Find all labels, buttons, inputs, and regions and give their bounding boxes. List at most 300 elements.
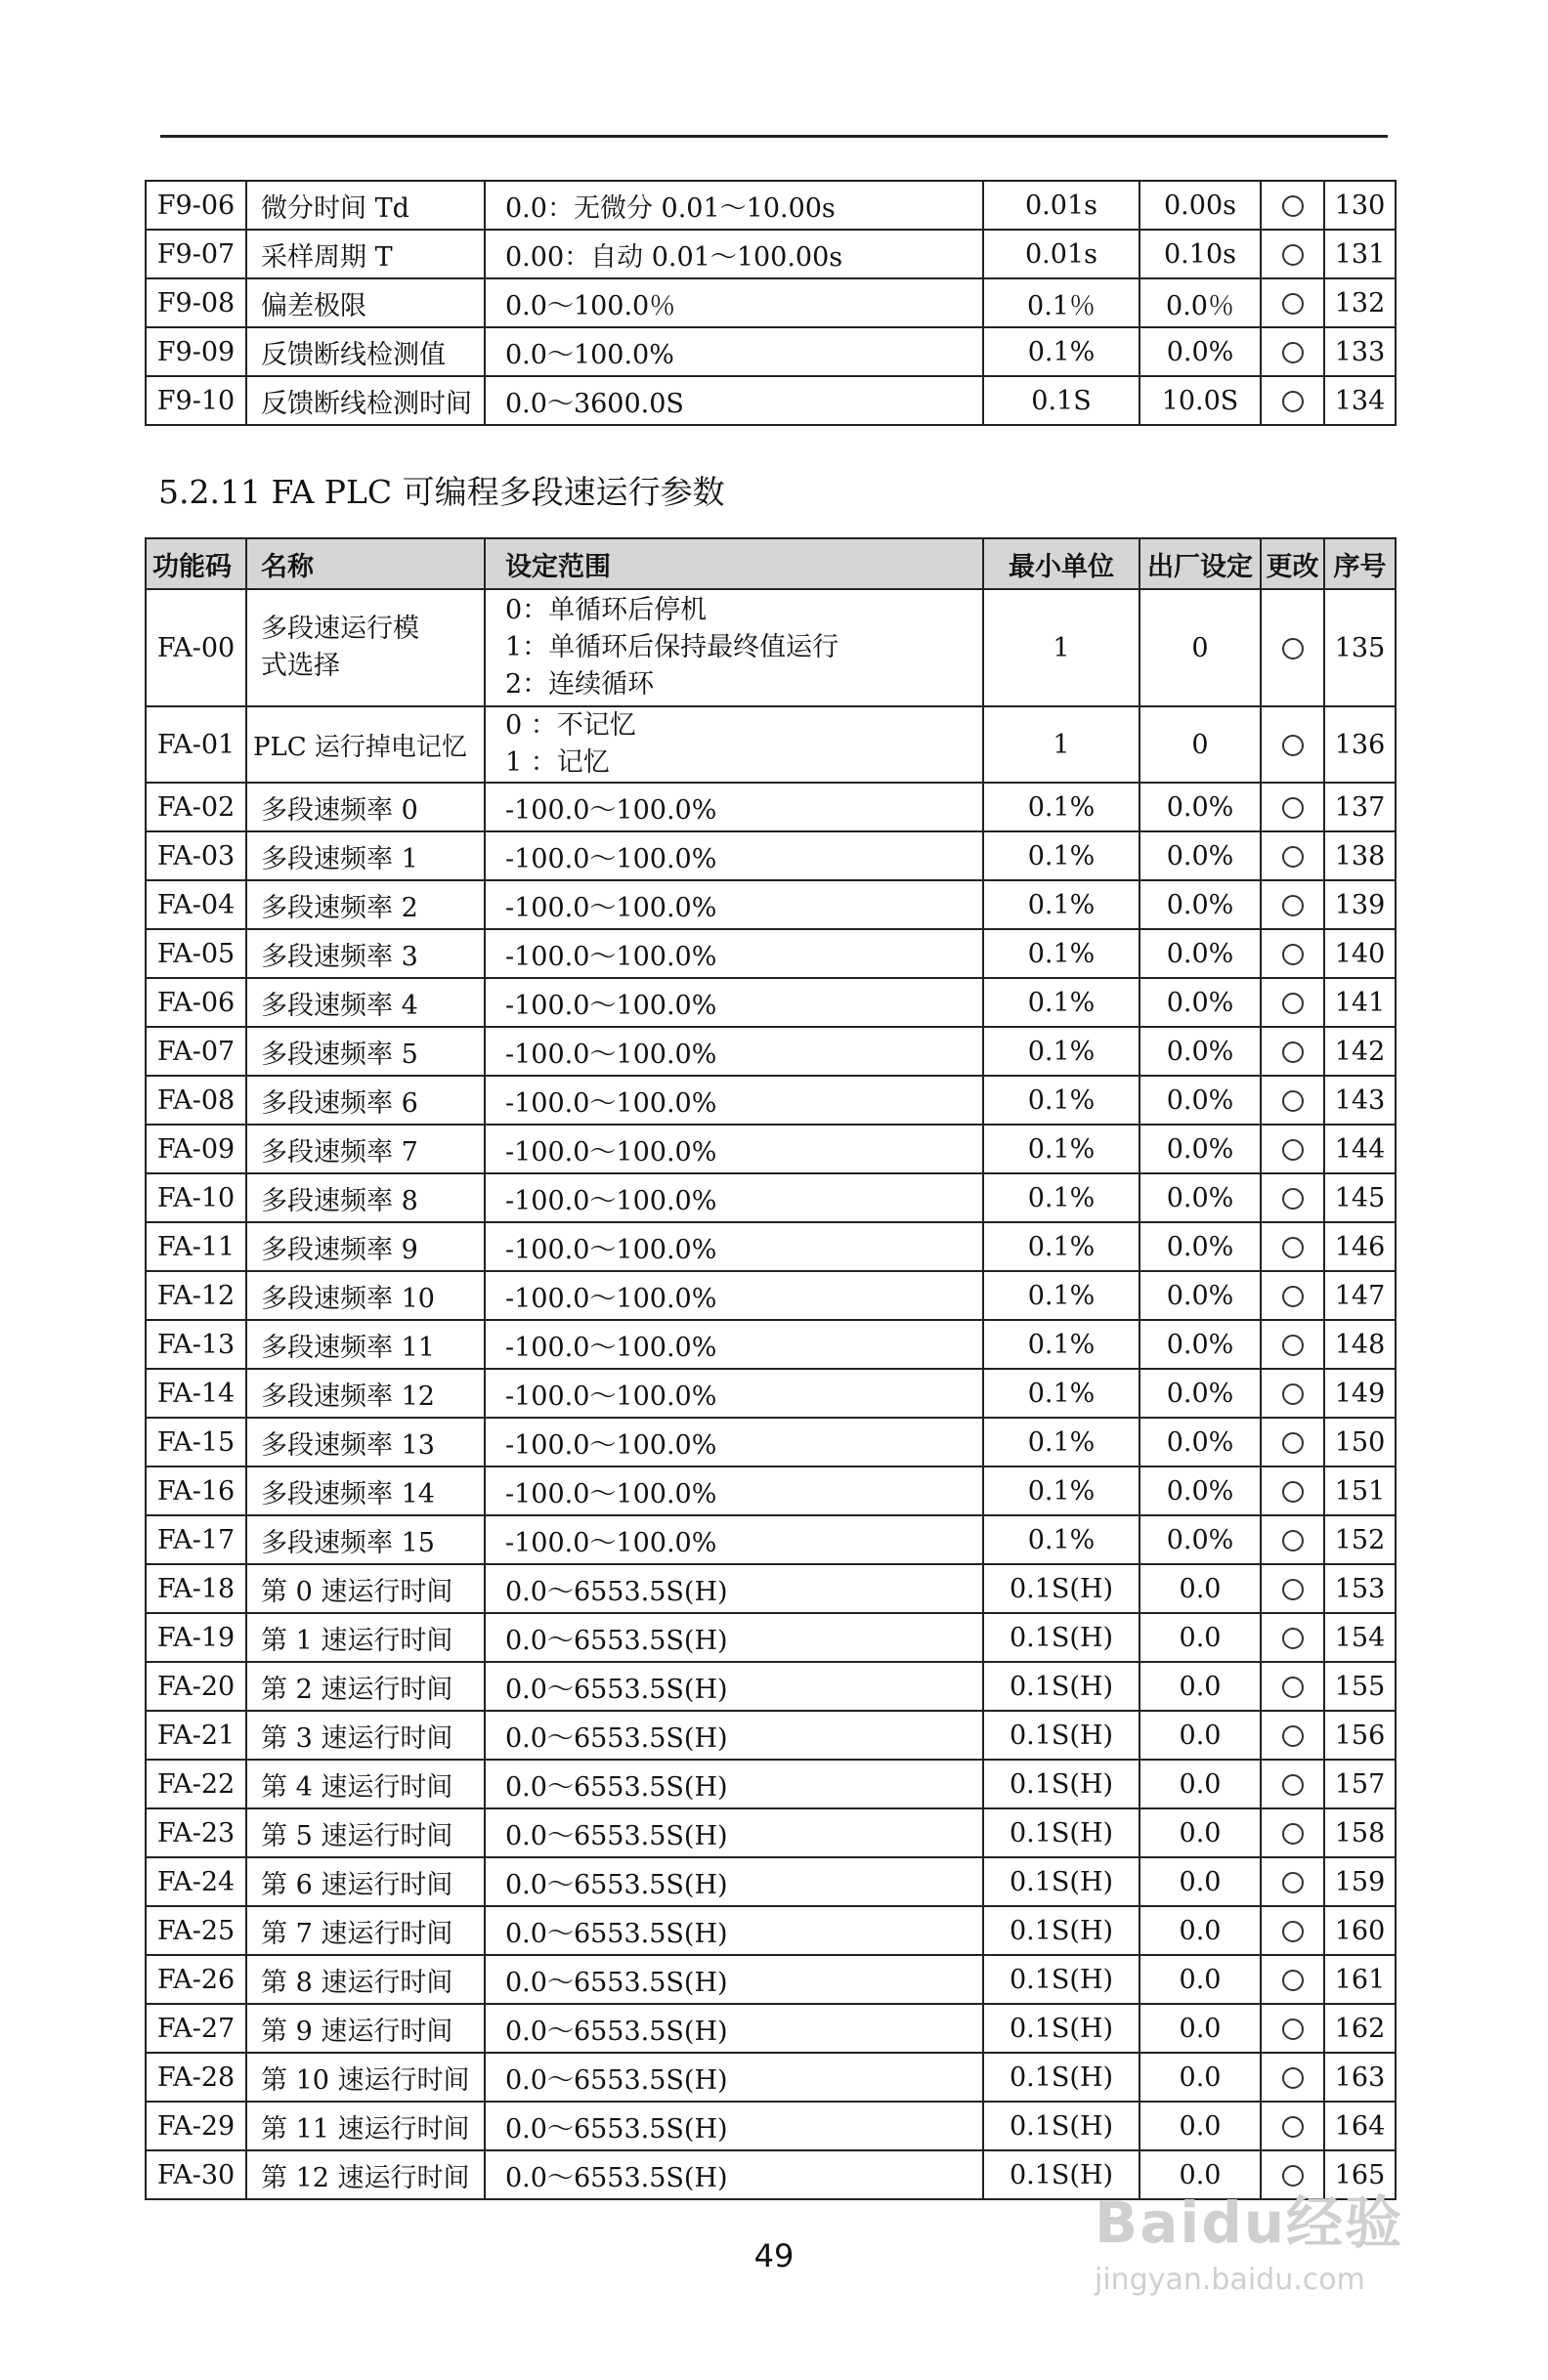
- circle-icon: [1282, 1432, 1304, 1454]
- cell-code: FA-29: [146, 2102, 246, 2150]
- table-row: [146, 1808, 1396, 1857]
- table-row: [146, 1222, 1396, 1271]
- cell-change: [1261, 929, 1324, 978]
- cell-unit: 0.1%: [983, 978, 1140, 1027]
- cell-code: FA-21: [146, 1711, 246, 1760]
- cell-name: 多段速频率 8: [246, 1173, 485, 1222]
- cell-seq: 145: [1324, 1173, 1396, 1222]
- cell-name: 反馈断线检测值: [246, 327, 485, 376]
- cell-seq: 138: [1324, 831, 1396, 880]
- cell-name: 多段速频率 2: [246, 880, 485, 929]
- cell-name: 第 5 速运行时间: [246, 1808, 485, 1857]
- cell-range: 0.0～6553.5S(H): [485, 2053, 983, 2102]
- cell-default: 0.0%: [1140, 1515, 1261, 1564]
- cell-unit: 0.1%: [983, 1027, 1140, 1076]
- cell-unit: 0.1S(H): [983, 1711, 1140, 1760]
- cell-seq: 130: [1324, 181, 1396, 230]
- cell-change: [1261, 1613, 1324, 1662]
- header-range: 设定范围: [485, 538, 983, 589]
- cell-default: 0.0%: [1140, 1027, 1261, 1076]
- cell-change: [1261, 2102, 1324, 2150]
- cell-default: 0.0: [1140, 2102, 1261, 2150]
- f9-table-body: [146, 181, 1396, 425]
- cell-range: -100.0～100.0%: [485, 1125, 983, 1173]
- cell-name: 第 12 速运行时间: [246, 2150, 485, 2199]
- cell-change: [1261, 831, 1324, 880]
- cell-seq: 135: [1324, 589, 1396, 706]
- circle-icon: [1282, 797, 1304, 819]
- cell-seq: 133: [1324, 327, 1396, 376]
- cell-range: 0.0～6553.5S(H): [485, 1662, 983, 1711]
- cell-unit: 0.01s: [983, 181, 1140, 230]
- cell-default: 0.0: [1140, 1906, 1261, 1955]
- cell-default: 0.0: [1140, 1662, 1261, 1711]
- cell-seq: 156: [1324, 1711, 1396, 1760]
- cell-range: [485, 589, 983, 706]
- cell-unit: 0.1S(H): [983, 2102, 1140, 2150]
- circle-icon: [1282, 2067, 1304, 2089]
- cell-code: FA-19: [146, 1613, 246, 1662]
- header-unit: 最小单位: [983, 538, 1140, 589]
- table-row: [146, 589, 1396, 706]
- cell-range: -100.0～100.0%: [485, 1466, 983, 1515]
- cell-change: [1261, 1711, 1324, 1760]
- cell-range: -100.0～100.0%: [485, 1418, 983, 1466]
- cell-code: F9-10: [146, 376, 246, 425]
- table-row: [146, 1662, 1396, 1711]
- cell-default: 0.0%: [1140, 1173, 1261, 1222]
- cell-code: FA-30: [146, 2150, 246, 2199]
- cell-default: 0.0: [1140, 1857, 1261, 1906]
- name-line-1: 多段速运行模: [261, 614, 419, 644]
- table-row: [146, 1466, 1396, 1515]
- cell-unit: 0.1S(H): [983, 1613, 1140, 1662]
- cell-name: 第 4 速运行时间: [246, 1760, 485, 1808]
- cell-change: [1261, 1808, 1324, 1857]
- cell-range: -100.0～100.0%: [485, 783, 983, 831]
- cell-code: FA-10: [146, 1173, 246, 1222]
- cell-seq: 144: [1324, 1125, 1396, 1173]
- cell-unit: 0.1%: [983, 1369, 1140, 1418]
- cell-seq: 161: [1324, 1955, 1396, 2004]
- cell-unit: 0.1S: [983, 376, 1140, 425]
- cell-unit: 0.1%: [983, 880, 1140, 929]
- cell-name: 多段速频率 11: [246, 1320, 485, 1369]
- cell-name: 第 10 速运行时间: [246, 2053, 485, 2102]
- cell-default: 0.0%: [1140, 929, 1261, 978]
- cell-default: 10.0S: [1140, 376, 1261, 425]
- cell-default: 0.0%: [1140, 978, 1261, 1027]
- cell-unit: 0.1%: [983, 1173, 1140, 1222]
- table-row: [146, 1076, 1396, 1125]
- cell-code: F9-06: [146, 181, 246, 230]
- cell-code: FA-22: [146, 1760, 246, 1808]
- cell-change: [1261, 1760, 1324, 1808]
- cell-unit: 0.1%: [983, 929, 1140, 978]
- circle-icon: [1282, 1041, 1304, 1063]
- section-title: 5.2.11 FA PLC 可编程多段速运行参数: [158, 473, 725, 511]
- table-row: [146, 1906, 1396, 1955]
- cell-unit: 0.1%: [983, 1515, 1140, 1564]
- table-row: [146, 327, 1396, 376]
- cell-unit: 0.1%: [983, 1076, 1140, 1125]
- cell-unit: 0.1%: [983, 1271, 1140, 1320]
- cell-range: -100.0～100.0%: [485, 1515, 983, 1564]
- cell-default: 0.0: [1140, 2150, 1261, 2199]
- cell-code: F9-07: [146, 230, 246, 278]
- cell-seq: 151: [1324, 1466, 1396, 1515]
- cell-default: 0.0%: [1140, 1320, 1261, 1369]
- header-default: 出厂设定: [1140, 538, 1261, 589]
- cell-code: FA-04: [146, 880, 246, 929]
- cell-seq: 163: [1324, 2053, 1396, 2102]
- cell-seq: 147: [1324, 1271, 1396, 1320]
- cell-name: 多段速频率 10: [246, 1271, 485, 1320]
- fa-parameter-table: [145, 537, 1397, 2200]
- table-row: [146, 1515, 1396, 1564]
- cell-seq: 165: [1324, 2150, 1396, 2199]
- cell-change: [1261, 1418, 1324, 1466]
- cell-range: -100.0～100.0%: [485, 929, 983, 978]
- cell-change: [1261, 1173, 1324, 1222]
- cell-change: [1261, 1662, 1324, 1711]
- cell-range: 0.0～6553.5S(H): [485, 1564, 983, 1613]
- cell-unit: 0.1%: [983, 327, 1140, 376]
- circle-icon: [1282, 895, 1304, 916]
- cell-code: F9-08: [146, 278, 246, 327]
- cell-default: 0.0%: [1140, 1466, 1261, 1515]
- cell-change: [1261, 978, 1324, 1027]
- cell-code: FA-13: [146, 1320, 246, 1369]
- circle-icon: [1282, 391, 1304, 412]
- circle-icon: [1282, 1579, 1304, 1600]
- circle-icon: [1282, 1628, 1304, 1649]
- cell-name: 第 9 速运行时间: [246, 2004, 485, 2053]
- cell-code: FA-24: [146, 1857, 246, 1906]
- range-line-2: 1 ：记忆: [505, 747, 610, 778]
- cell-name: 反馈断线检测时间: [246, 376, 485, 425]
- circle-icon: [1282, 1725, 1304, 1747]
- cell-default: 0.0: [1140, 1955, 1261, 2004]
- table-row: [146, 278, 1396, 327]
- circle-icon: [1282, 1823, 1304, 1845]
- cell-unit: 0.1S(H): [983, 2150, 1140, 2199]
- cell-name: 多段速频率 9: [246, 1222, 485, 1271]
- cell-code: FA-05: [146, 929, 246, 978]
- cell-range: 0.0～6553.5S(H): [485, 1808, 983, 1857]
- name-line-2: 式选择: [261, 651, 340, 681]
- cell-change: [1261, 1369, 1324, 1418]
- table-row: [146, 1271, 1396, 1320]
- cell-default: 0.0%: [1140, 1222, 1261, 1271]
- cell-range: 0.0～6553.5S(H): [485, 2004, 983, 2053]
- cell-seq: 154: [1324, 1613, 1396, 1662]
- cell-seq: 142: [1324, 1027, 1396, 1076]
- cell-name: 偏差极限: [246, 278, 485, 327]
- header-code: 功能码: [146, 538, 246, 589]
- circle-icon: [1282, 993, 1304, 1014]
- cell-default: 0.0: [1140, 1711, 1261, 1760]
- cell-name: 多段速频率 15: [246, 1515, 485, 1564]
- table-row: [146, 706, 1396, 783]
- circle-icon: [1282, 1481, 1304, 1503]
- cell-seq: 134: [1324, 376, 1396, 425]
- cell-unit: 0.1S(H): [983, 1564, 1140, 1613]
- cell-code: FA-01: [146, 706, 246, 783]
- cell-unit: 0.1S(H): [983, 1955, 1140, 2004]
- cell-change: [1261, 589, 1324, 706]
- table-row: [146, 376, 1396, 425]
- cell-unit: 0.1S(H): [983, 1808, 1140, 1857]
- cell-code: F9-09: [146, 327, 246, 376]
- cell-seq: 162: [1324, 2004, 1396, 2053]
- top-rule: [160, 135, 1388, 138]
- cell-seq: 136: [1324, 706, 1396, 783]
- cell-unit: 0.1%: [983, 1418, 1140, 1466]
- cell-name: PLC 运行掉电记忆: [246, 706, 485, 783]
- cell-name: 多段速频率 7: [246, 1125, 485, 1173]
- circle-icon: [1282, 293, 1304, 315]
- cell-change: [1261, 880, 1324, 929]
- cell-name: 多段速频率 12: [246, 1369, 485, 1418]
- cell-unit: 0.1S(H): [983, 1857, 1140, 1906]
- cell-seq: 148: [1324, 1320, 1396, 1369]
- circle-icon: [1282, 1237, 1304, 1258]
- cell-code: FA-15: [146, 1418, 246, 1466]
- cell-name: 多段速频率 1: [246, 831, 485, 880]
- cell-name: 多段速频率 6: [246, 1076, 485, 1125]
- cell-seq: 143: [1324, 1076, 1396, 1125]
- cell-default: 0.00s: [1140, 181, 1261, 230]
- watermark-url: jingyan.baidu.com: [1095, 2263, 1365, 2297]
- cell-code: FA-07: [146, 1027, 246, 1076]
- table-row: [146, 1857, 1396, 1906]
- circle-icon: [1282, 1677, 1304, 1698]
- cell-name: 第 8 速运行时间: [246, 1955, 485, 2004]
- cell-change: [1261, 783, 1324, 831]
- cell-name: 多段速频率 5: [246, 1027, 485, 1076]
- cell-default: 0.0: [1140, 1760, 1261, 1808]
- cell-code: FA-12: [146, 1271, 246, 1320]
- table-row: [146, 1955, 1396, 2004]
- cell-change: [1261, 1271, 1324, 1320]
- table-row: [146, 1760, 1396, 1808]
- cell-unit: 0.1%: [983, 1222, 1140, 1271]
- cell-change: [1261, 1857, 1324, 1906]
- cell-name: [246, 589, 485, 706]
- cell-unit: 1: [983, 589, 1140, 706]
- cell-code: FA-23: [146, 1808, 246, 1857]
- circle-icon: [1282, 1383, 1304, 1405]
- cell-range: -100.0～100.0%: [485, 1369, 983, 1418]
- cell-seq: 157: [1324, 1760, 1396, 1808]
- cell-name: 第 6 速运行时间: [246, 1857, 485, 1906]
- cell-code: FA-08: [146, 1076, 246, 1125]
- cell-default: 0.0: [1140, 1564, 1261, 1613]
- table-row: [146, 2004, 1396, 2053]
- circle-icon: [1282, 244, 1304, 266]
- cell-code: FA-26: [146, 1955, 246, 2004]
- cell-change: [1261, 1906, 1324, 1955]
- cell-code: FA-27: [146, 2004, 246, 2053]
- cell-seq: 132: [1324, 278, 1396, 327]
- watermark-brand: Baidu经验: [1095, 2189, 1404, 2256]
- cell-range: -100.0～100.0%: [485, 1173, 983, 1222]
- cell-range: 0.0～6553.5S(H): [485, 1711, 983, 1760]
- cell-unit: 0.1S(H): [983, 1760, 1140, 1808]
- cell-seq: 150: [1324, 1418, 1396, 1466]
- cell-range: -100.0～100.0%: [485, 880, 983, 929]
- cell-unit: 0.1%: [983, 1320, 1140, 1369]
- table-row: [146, 230, 1396, 278]
- cell-seq: 153: [1324, 1564, 1396, 1613]
- cell-default: 0.0: [1140, 2053, 1261, 2102]
- cell-range: 0.0～6553.5S(H): [485, 1906, 983, 1955]
- cell-range: 0.0～100.0%: [485, 327, 983, 376]
- circle-icon: [1282, 1188, 1304, 1210]
- cell-change: [1261, 278, 1324, 327]
- circle-icon: [1282, 1872, 1304, 1893]
- cell-change: [1261, 1027, 1324, 1076]
- cell-range: -100.0～100.0%: [485, 1320, 983, 1369]
- circle-icon: [1282, 1090, 1304, 1112]
- cell-range: 0.0～6553.5S(H): [485, 2102, 983, 2150]
- cell-code: FA-00: [146, 589, 246, 706]
- cell-name: 第 7 速运行时间: [246, 1906, 485, 1955]
- cell-default: 0.0%: [1140, 1076, 1261, 1125]
- cell-unit: 0.01s: [983, 230, 1140, 278]
- cell-change: [1261, 1222, 1324, 1271]
- cell-code: FA-25: [146, 1906, 246, 1955]
- cell-seq: 141: [1324, 978, 1396, 1027]
- cell-name: 第 1 速运行时间: [246, 1613, 485, 1662]
- cell-name: 第 3 速运行时间: [246, 1711, 485, 1760]
- table-row: [146, 1711, 1396, 1760]
- circle-icon: [1282, 638, 1304, 659]
- cell-code: FA-11: [146, 1222, 246, 1271]
- cell-seq: 159: [1324, 1857, 1396, 1906]
- cell-seq: 149: [1324, 1369, 1396, 1418]
- cell-name: 微分时间 Td: [246, 181, 485, 230]
- cell-range: [485, 706, 983, 783]
- range-line-1: 0 ：不记忆: [505, 710, 636, 741]
- cell-default: 0.0%: [1140, 831, 1261, 880]
- cell-code: FA-20: [146, 1662, 246, 1711]
- cell-unit: 0.1S(H): [983, 1662, 1140, 1711]
- cell-seq: 155: [1324, 1662, 1396, 1711]
- cell-change: [1261, 1955, 1324, 2004]
- cell-change: [1261, 327, 1324, 376]
- cell-seq: 164: [1324, 2102, 1396, 2150]
- cell-unit: 0.1S(H): [983, 2053, 1140, 2102]
- circle-icon: [1282, 735, 1304, 756]
- cell-default: 0.0: [1140, 1613, 1261, 1662]
- table-row: [146, 831, 1396, 880]
- table-row: [146, 929, 1396, 978]
- cell-change: [1261, 1125, 1324, 1173]
- cell-unit: 0.1S(H): [983, 1906, 1140, 1955]
- cell-seq: 158: [1324, 1808, 1396, 1857]
- range-line-1: 0：单循环后停机: [505, 595, 708, 625]
- cell-range: -100.0～100.0%: [485, 1222, 983, 1271]
- circle-icon: [1282, 1139, 1304, 1161]
- circle-icon: [1282, 2116, 1304, 2138]
- cell-range: 0.0～6553.5S(H): [485, 1760, 983, 1808]
- cell-range: 0.00：自动 0.01～100.00s: [485, 230, 983, 278]
- circle-icon: [1282, 846, 1304, 868]
- table-row: [146, 880, 1396, 929]
- circle-icon: [1282, 1335, 1304, 1356]
- cell-name: 第 2 速运行时间: [246, 1662, 485, 1711]
- cell-default: 0.0%: [1140, 880, 1261, 929]
- cell-name: 多段速频率 13: [246, 1418, 485, 1466]
- cell-default: 0.0%: [1140, 1125, 1261, 1173]
- cell-name: 多段速频率 0: [246, 783, 485, 831]
- cell-default: 0.0％: [1140, 278, 1261, 327]
- baidu-watermark: [1095, 2177, 1403, 2297]
- cell-change: [1261, 1076, 1324, 1125]
- circle-icon: [1282, 1286, 1304, 1307]
- cell-default: 0: [1140, 706, 1261, 783]
- cell-unit: 1: [983, 706, 1140, 783]
- cell-name: 第 0 速运行时间: [246, 1564, 485, 1613]
- cell-code: FA-18: [146, 1564, 246, 1613]
- header-change: 更改: [1261, 538, 1324, 589]
- cell-default: 0.10s: [1140, 230, 1261, 278]
- cell-change: [1261, 230, 1324, 278]
- cell-range: -100.0～100.0%: [485, 1271, 983, 1320]
- circle-icon: [1282, 1530, 1304, 1551]
- range-line-2: 1：单循环后保持最终值运行: [505, 632, 839, 662]
- cell-unit: 0.1%: [983, 1466, 1140, 1515]
- cell-unit: 0.1S(H): [983, 2004, 1140, 2053]
- cell-range: -100.0～100.0%: [485, 1027, 983, 1076]
- cell-seq: 137: [1324, 783, 1396, 831]
- fa-table-body: [146, 538, 1396, 2199]
- cell-change: [1261, 1466, 1324, 1515]
- circle-icon: [1282, 944, 1304, 965]
- table-row: [146, 1613, 1396, 1662]
- cell-code: FA-17: [146, 1515, 246, 1564]
- cell-seq: 160: [1324, 1906, 1396, 1955]
- cell-range: 0.0～100.0％: [485, 278, 983, 327]
- table-row: [146, 978, 1396, 1027]
- cell-code: FA-16: [146, 1466, 246, 1515]
- table-row: [146, 2053, 1396, 2102]
- cell-unit: 0.1%: [983, 783, 1140, 831]
- table-row: [146, 1173, 1396, 1222]
- cell-unit: 0.1％: [983, 278, 1140, 327]
- cell-code: FA-06: [146, 978, 246, 1027]
- cell-default: 0: [1140, 589, 1261, 706]
- cell-range: -100.0～100.0%: [485, 1076, 983, 1125]
- table-row: [146, 1027, 1396, 1076]
- cell-name: 多段速频率 4: [246, 978, 485, 1027]
- cell-change: [1261, 1515, 1324, 1564]
- cell-default: 0.0: [1140, 1808, 1261, 1857]
- cell-seq: 152: [1324, 1515, 1396, 1564]
- circle-icon: [1282, 1970, 1304, 1991]
- cell-range: 0.0～3600.0S: [485, 376, 983, 425]
- cell-change: [1261, 181, 1324, 230]
- cell-default: 0.0%: [1140, 1418, 1261, 1466]
- cell-range: 0.0～6553.5S(H): [485, 2150, 983, 2199]
- table-row: [146, 181, 1396, 230]
- cell-seq: 140: [1324, 929, 1396, 978]
- cell-unit: 0.1%: [983, 1125, 1140, 1173]
- header-seq: 序号: [1324, 538, 1396, 589]
- cell-unit: 0.1%: [983, 831, 1140, 880]
